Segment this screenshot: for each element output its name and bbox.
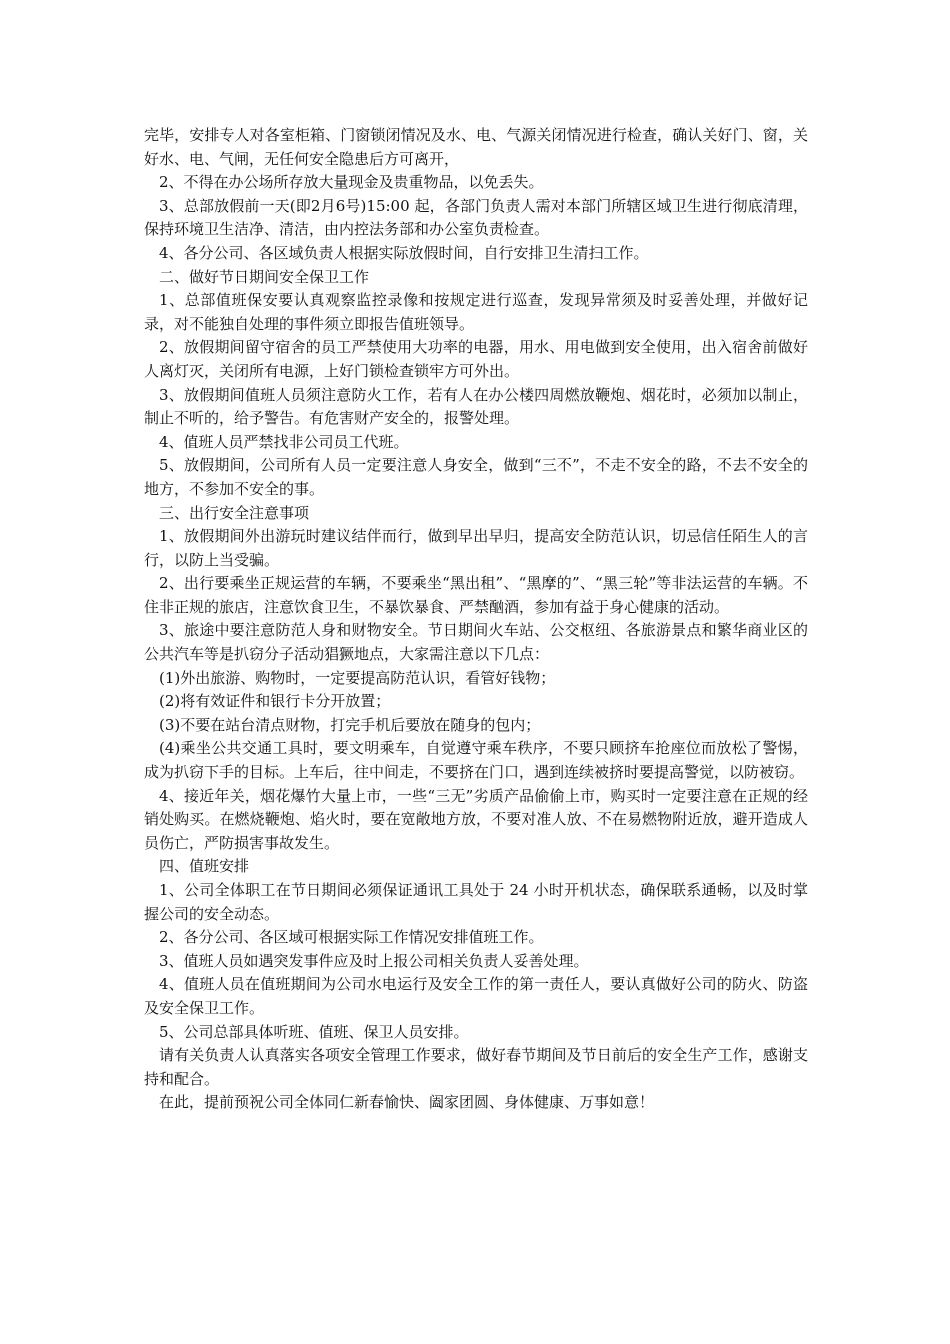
paragraph: (4)乘坐公共交通工具时，要文明乘车，自觉遵守乘车秩序，不要只顾挤车抢座位而放松了警惕，成为扒窃下手的目标。上车后，往中间走，不要挤在门口，遇到连续被挤时要提高警觉，以防被窃。 [144, 739, 808, 782]
paragraph: 4、值班人员严禁找非公司员工代班。 [159, 432, 409, 451]
paragraph: 1、公司全体职工在节日期间必须保证通讯工具处于 24 小时开机状态，确保联系通畅，以及时掌握公司的安全动态。 [144, 881, 808, 923]
paragraph: 完毕，安排专人对各室柜箱、门窗锁闭情况及水、电、气源关闭情况进行检查，确认关好门、窗，关好水、电、气闸，无任何安全隐患后方可离开， [144, 126, 808, 168]
paragraph: (3)不要在站台清点财物，打完手机后要放在随身的包内； [159, 715, 541, 734]
paragraph: 四、值班安排 [159, 857, 250, 876]
paragraph: 3、值班人员如遇突发事件应及时上报公司相关负责人妥善处理。 [159, 951, 589, 970]
paragraph: 3、放假期间值班人员须注意防火工作，若有人在办公楼四周燃放鞭炮、烟花时，必须加以制止，制止不听的，给予警告。有危害财产安全的，报警处理。 [144, 385, 808, 428]
paragraph: 2、不得在办公场所存放大量现金及贵重物品，以免丢失。 [159, 173, 544, 192]
paragraph: 2、出行要乘坐正规运营的车辆，不要乘坐“黑出租”、“黑摩的”、“黑三轮”等非法运营的车辆。不住非正规的旅店，注意饮食卫生，不暴饮暴食、严禁酗酒，参加有益于身心健康的活动。 [144, 574, 808, 616]
paragraph: 1、总部值班保安要认真观察监控录像和按规定进行巡查，发现异常须及时妥善处理，并做好记录，对不能独自处理的事件须立即报告值班领导。 [144, 291, 808, 333]
paragraph: 二、做好节日期间安全保卫工作 [159, 267, 370, 286]
paragraph: 5、放假期间，公司所有人员一定要注意人身安全，做到“三不”，不走不安全的路，不去不安全的地方，不参加不安全的事。 [144, 456, 808, 498]
paragraph: 5、公司总部具体听班、值班、保卫人员安排。 [159, 1022, 469, 1041]
paragraph: 1、放假期间外出游玩时建议结伴而行，做到早出早归，提高安全防范认识，切忌信任陌生人的言行，以防上当受骗。 [144, 527, 808, 569]
paragraph: 3、总部放假前一天(即2月6号)15:00 起，各部门负责人需对本部门所辖区域卫生进行彻底清理，保持环境卫生洁净、清洁，由内控法务部和办公室负责检查。 [144, 196, 808, 239]
paragraph: 请有关负责人认真落实各项安全管理工作要求，做好春节期间及节日前后的安全生产工作，感谢支持和配合。 [144, 1046, 808, 1088]
paragraph: 4、接近年关，烟花爆竹大量上市，一些“三无”劣质产品偷偷上市，购买时一定要注意在正规的经销处购买。在燃烧鞭炮、焰火时，要在宽敞地方放，不要对准人放、不在易燃物附近放，避开造成人员伤亡，严防损害事故发生。 [144, 786, 808, 852]
paragraph: (1)外出旅游、购物时，一定要提高防范认识，看管好钱物； [159, 668, 556, 687]
paragraph: (2)将有效证件和银行卡分开放置； [159, 692, 391, 711]
paragraph: 在此，提前预祝公司全体同仁新春愉快、阖家团圆、身体健康、万事如意！ [159, 1093, 655, 1112]
paragraph: 2、各分公司、各区域可根据实际工作情况安排值班工作。 [159, 928, 544, 947]
paragraph: 2、放假期间留守宿舍的员工严禁使用大功率的电器，用水、用电做到安全使用，出入宿舍前做好人离灯灭，关闭所有电源，上好门锁检查锁牢方可外出。 [144, 338, 808, 380]
paragraph: 三、出行安全注意事项 [159, 503, 310, 522]
paragraph: 3、旅途中要注意防范人身和财物安全。节日期间火车站、公交枢纽、各旅游景点和繁华商业区的公共汽车等是扒窃分子活动猖獗地点，大家需注意以下几点： [144, 621, 808, 664]
paragraph: 4、各分公司、各区域负责人根据实际放假时间，自行安排卫生清扫工作。 [159, 243, 649, 262]
paragraph: 4、值班人员在值班期间为公司水电运行及安全工作的第一责任人，要认真做好公司的防火、防盗及安全保卫工作。 [144, 975, 808, 1017]
document-body [144, 124, 808, 1115]
